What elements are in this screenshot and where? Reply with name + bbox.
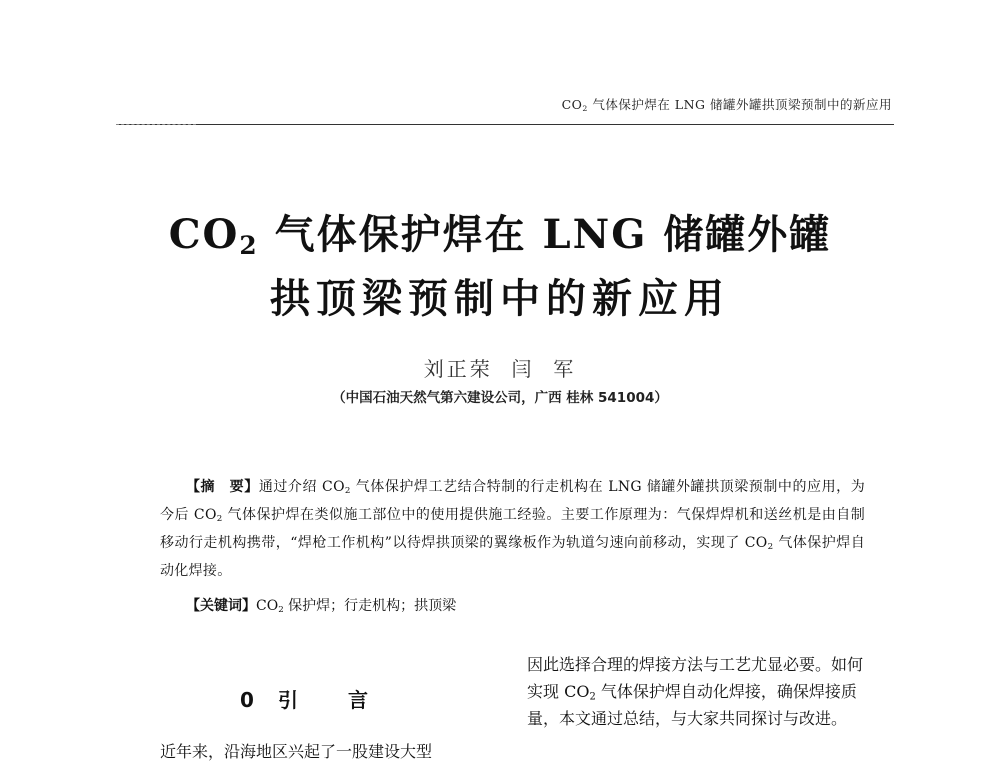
affiliation: （中国石油天然气第六建设公司，广西 桂林 541004） (332, 390, 668, 406)
paper-title-line-2: 拱顶梁预制中的新应用 (270, 275, 730, 322)
left-column-partial-line: 近年来，沿海地区兴起了一股建设大型 (160, 742, 433, 761)
abstract-text-3: 气体保护焊在类似施工部位中的使用提供施工经验。主要工作原理为：气保焊焊机和送丝机是由自制移动行走机构携带，“焊枪工作机构”以待焊拱顶梁的翼缘板作为轨道匀速向前移动，实现了 CO (160, 507, 866, 551)
right-column-text (527, 651, 899, 732)
right-column-line-2 (527, 678, 899, 705)
abstract (160, 473, 865, 585)
right-column-line-3: 量，本文通过总结，与大家共同探讨与改进。 (527, 709, 848, 728)
right-line-2-pre: 实现 CO (527, 682, 590, 701)
section-title-char-2: 言 (348, 688, 368, 712)
running-header (110, 95, 892, 113)
paper-title-line-1 (100, 203, 900, 260)
keywords-list: 保护焊；行走机构；拱顶梁 (283, 598, 457, 614)
section-heading-introduction (240, 684, 368, 713)
right-line-2-post: 气体保护焊自动化焊接，确保焊接质 (595, 682, 857, 701)
keywords-co: CO (256, 598, 279, 614)
section-title-char-1: 引 (278, 688, 298, 712)
authors: 刘正荣 闫 军 (423, 357, 577, 381)
abstract-text-4: 气体保护焊自动化焊接。 (160, 535, 865, 579)
running-header-subscript: 2 (582, 103, 588, 113)
right-column-line-1: 因此选择合理的焊接方法与工艺尤显必要。如何 (527, 655, 864, 674)
abstract-text-2: 气体保护焊工艺结合特制的行走机构在 LNG 储罐外罐拱顶梁预制中的应用，为今后 CO (160, 479, 866, 523)
title-co: CO (168, 211, 240, 258)
keywords-label: 【关键词】 (186, 598, 256, 614)
running-header-text-rest: 气体保护焊在 LNG 储罐外罐拱顶梁预制中的新应用 (587, 97, 892, 112)
title-line-1-rest: 气体保护焊在 LNG 储罐外罐 (258, 211, 832, 258)
abstract-subscript-1: 2 (344, 486, 351, 497)
header-rule (116, 124, 894, 125)
section-number: 0 (240, 688, 254, 712)
keywords (186, 596, 866, 616)
abstract-subscript-3: 2 (767, 542, 774, 553)
right-line-2-subscript: 2 (589, 691, 596, 703)
abstract-text-1: 通过介绍 CO (258, 479, 345, 495)
running-header-text: CO (561, 97, 583, 112)
abstract-subscript-2: 2 (216, 514, 223, 525)
keywords-subscript: 2 (278, 605, 284, 616)
title-subscript: 2 (239, 231, 259, 261)
abstract-label: 【摘 要】 (186, 479, 259, 495)
